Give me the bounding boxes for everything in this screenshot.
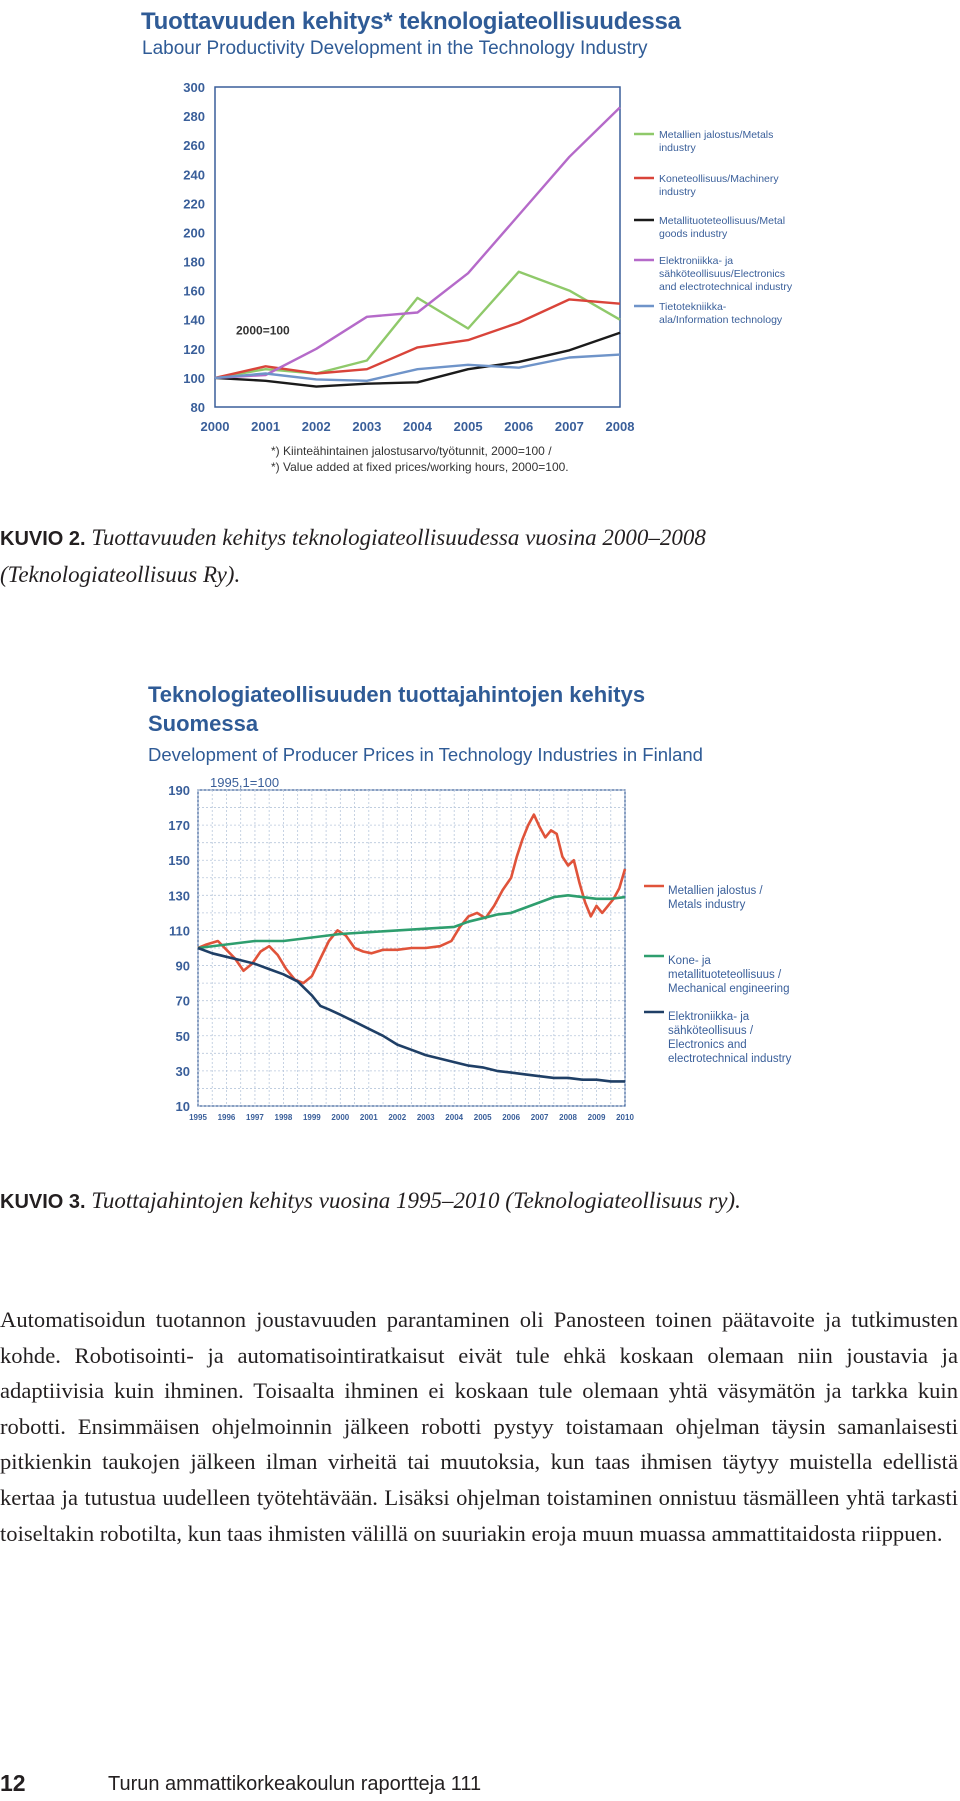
figure2-x-tick-label: 2001 (251, 419, 281, 432)
figure2-x-tick-label: 2004 (403, 419, 432, 432)
figure2-x-tick-label: 2008 (605, 419, 635, 432)
figure3-x-tick-label: 2005 (473, 1113, 492, 1122)
figure3-legend-label: Elektroniikka- ja (668, 1011, 750, 1023)
figure2-y-tick-label: 80 (190, 400, 205, 415)
figure2-y-tick-label: 120 (183, 341, 205, 357)
figure3-x-tick-label: 2010 (616, 1113, 634, 1122)
figure2-y-tick-label: 280 (183, 109, 205, 125)
body-paragraph: Automatisoidun tuotannon joustavuuden parantaminen oli Panosteen toinen päätavoite ja tutkimusten kohde. Robotisointi- ja automatisointiratkaisut eivät tule ehkä koskaan olemaan niin joustavia ja adaptiivisia kuin ihminen. Toisaalta ihminen ei koskaan tule olemaan yhtä väsymätön ja tarkka kuin robotti. Ensimmäisen ohjelmoinnin jälkeen robotti pystyy toistamaan ohjelman täysin samanlaisesti pitkienkin taukojen jälkeen ilman virheitä tai muutoksia, kun taas ihmisen täytyy muistella edellistä kertaa ja tutustua uudelleen työtehtävään. Lisäksi ohjelman toistaminen onnistuu täsmälleen yhtä tarkasti toiseltakin robotilta, kun taas ihmisten välillä on suuriakin eroja muun muassa ammattitaidosta riippuen. (0, 1307, 958, 1546)
figure2-x-tick-label: 2006 (504, 419, 534, 432)
figure3-title-line-2: Suomessa (148, 711, 259, 736)
figure2-x-tick-label: 2003 (352, 419, 382, 432)
figure2-footnote-1: *) Kiinteähintainen jalostusarvo/työtunnit, 2000=100 / (271, 444, 552, 458)
figure3-chart (150, 770, 870, 1130)
figure3-y-tick-label: 150 (168, 853, 190, 869)
figure2-x-tick-label: 2007 (554, 419, 584, 432)
figure2-legend-label: Koneteollisuus/Machinery (659, 173, 779, 185)
figure2-caption-label: KUVIO 2. (0, 528, 86, 550)
figure2-legend-label: industry (659, 186, 696, 198)
figure3-y-tick-label: 30 (175, 1063, 190, 1079)
page-number: 12 (0, 1770, 26, 1796)
figure2-y-tick-label: 140 (183, 312, 205, 328)
figure2-caption (0, 520, 860, 593)
figure2-y-tick-label: 300 (183, 80, 205, 95)
figure3-y-tick-label: 170 (168, 818, 190, 834)
figure2-caption-text-2: (Teknologiateollisuus Ry). (0, 562, 241, 587)
figure3-legend-label: Electronics and (668, 1039, 747, 1051)
figure2-y-tick-label: 260 (183, 138, 205, 154)
figure3-x-tick-label: 1998 (274, 1113, 293, 1122)
figure2-legend-label: Elektroniikka- ja (659, 255, 734, 267)
figure3-x-tick-label: 2000 (331, 1113, 350, 1122)
figure2-legend-label: and electrotechnical industry (659, 281, 793, 293)
figure3-y-tick-label: 190 (168, 783, 190, 798)
figure3-x-tick-label: 2008 (559, 1113, 577, 1122)
figure2-y-tick-label: 100 (183, 370, 205, 386)
footer-series-title: Turun ammattikorkeakoulun raportteja 111 (108, 1773, 482, 1795)
figure2-caption-text-1: Tuottavuuden kehitys teknologiateollisuudessa vuosina 2000–2008 (91, 525, 706, 550)
figure2-y-tick-label: 220 (183, 196, 205, 212)
figure3-x-tick-label: 2006 (502, 1113, 521, 1122)
figure3-x-tick-label: 1995 (189, 1113, 207, 1122)
figure3-caption-text: Tuottajahintojen kehitys vuosina 1995–2010 (Teknologiateollisuus ry). (91, 1188, 741, 1213)
figure3-x-tick-label: 2004 (445, 1113, 464, 1122)
figure2-legend-label: Metallien jalostus/Metals (659, 129, 774, 141)
figure3-legend-label: Mechanical engineering (668, 983, 790, 995)
figure3-subtitle: Development of Producer Prices in Technology Industries in Finland (148, 744, 703, 765)
figure3-y-tick-label: 70 (175, 993, 190, 1009)
figure3-x-tick-label: 1996 (217, 1113, 236, 1122)
figure3-legend-label: Metallien jalostus / (668, 885, 763, 897)
figure2-subtitle: Labour Productivity Development in the Technology Industry (142, 38, 648, 59)
figure2-footnote-2: *) Value added at fixed prices/working hours, 2000=100. (271, 460, 569, 474)
figure3-y-tick-label: 50 (175, 1028, 190, 1044)
figure3-x-tick-label: 1999 (302, 1113, 321, 1122)
figure2-x-tick-label: 2000 (200, 419, 230, 432)
figure3-title-line-1: Teknologiateollisuuden tuottajahintojen kehitys (148, 682, 646, 707)
figure3-x-tick-label: 2007 (530, 1113, 549, 1122)
figure2-y-tick-label: 240 (183, 167, 205, 183)
figure3-x-tick-label: 2009 (587, 1113, 606, 1122)
figure3-caption (0, 1183, 900, 1220)
figure3-x-tick-label: 2003 (416, 1113, 435, 1122)
figure2-base-label: 2000=100 (236, 323, 290, 338)
figure3-legend-label: Metals industry (668, 899, 746, 911)
figure3-y-tick-label: 90 (175, 958, 190, 974)
figure2-y-tick-label: 160 (183, 283, 205, 299)
figure3-x-tick-label: 1997 (246, 1113, 264, 1122)
figure2-legend-label: industry (659, 142, 696, 154)
figure3-x-tick-label: 2001 (359, 1113, 378, 1122)
figure3-legend-label: electrotechnical industry (668, 1053, 792, 1065)
figure3-legend-label: metallituoteteollisuus / (668, 969, 782, 981)
figure2-x-tick-label: 2002 (301, 419, 331, 432)
figure3-y-tick-label: 10 (175, 1099, 190, 1114)
figure2-x-tick-label: 2005 (453, 419, 483, 432)
figure3-y-tick-label: 110 (169, 923, 190, 939)
figure3-caption-label: KUVIO 3. (0, 1191, 86, 1213)
figure2-legend-label: sähköteollisuus/Electronics (659, 268, 786, 280)
figure2-chart (150, 72, 870, 432)
figure3-legend-label: sähköteollisuus / (668, 1025, 754, 1037)
figure3-y-tick-label: 130 (168, 888, 190, 904)
figure2-y-tick-label: 180 (183, 254, 205, 270)
figure2-legend-label: Metallituoteteollisuus/Metal (659, 215, 786, 227)
figure3-legend-label: Kone- ja (668, 955, 711, 967)
figure2-y-tick-label: 200 (183, 225, 205, 241)
figure2-legend-label: goods industry (659, 228, 728, 240)
figure2-legend-label: Tietotekniikka- (659, 301, 727, 313)
figure3-base-label: 1995,1=100 (210, 775, 280, 790)
figure2-legend-label: ala/Information technology (659, 314, 783, 326)
figure2-title: Tuottavuuden kehitys* teknologiateollisuudessa (141, 8, 681, 35)
figure3-x-tick-label: 2002 (388, 1113, 407, 1122)
